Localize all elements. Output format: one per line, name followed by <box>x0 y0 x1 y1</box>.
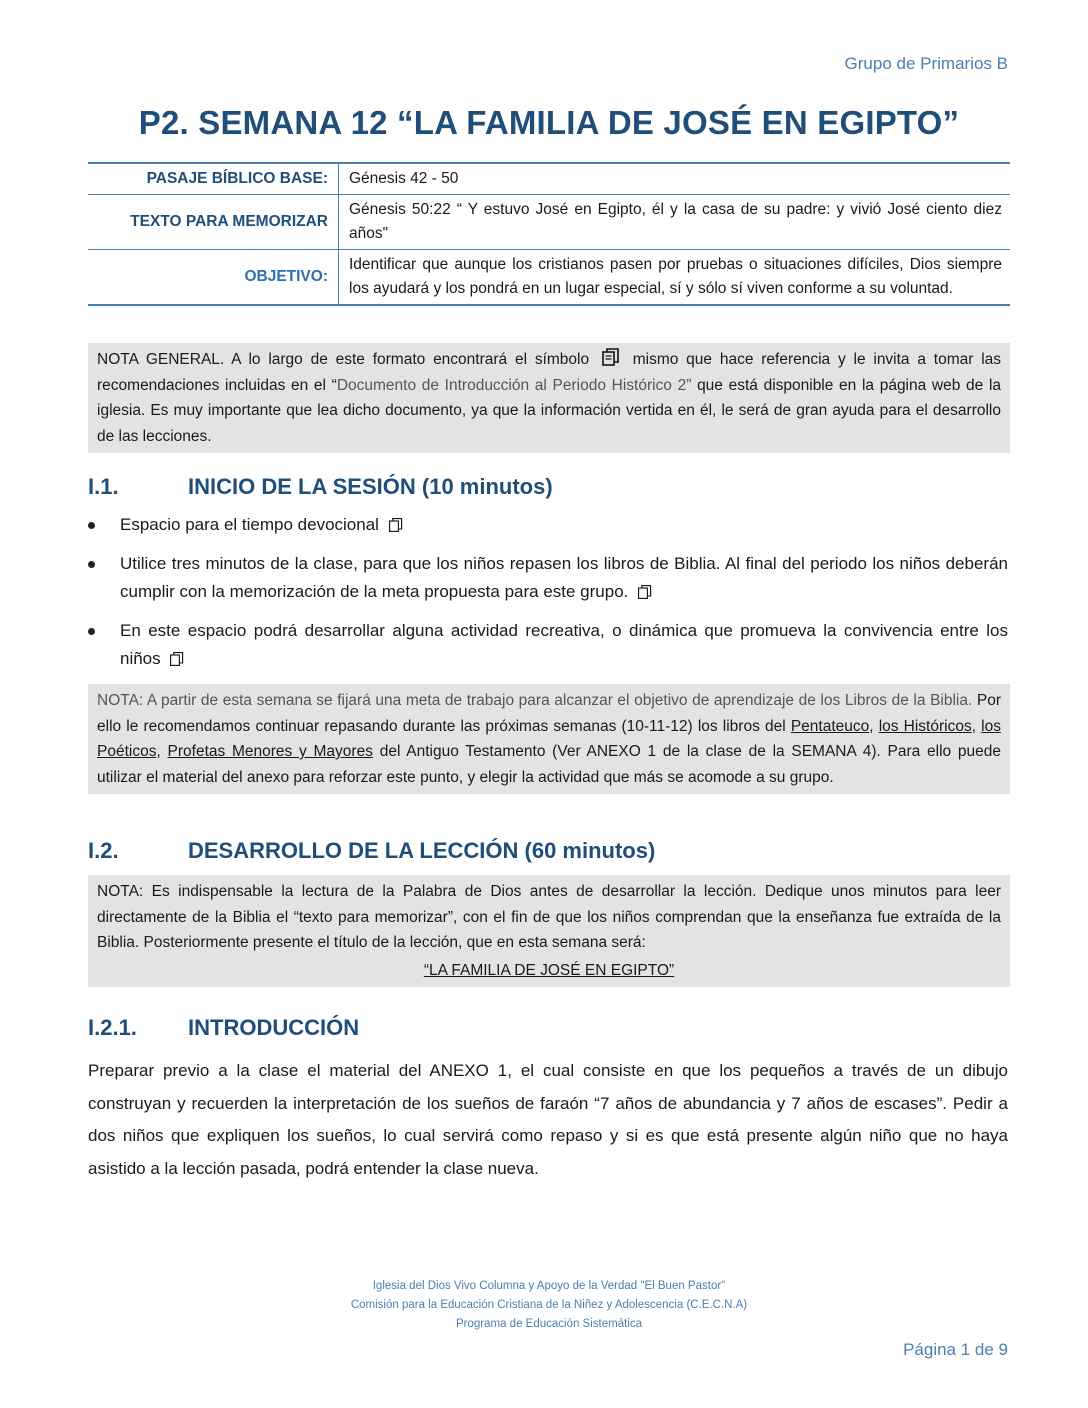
note-text: NOTA: Es indispensable la lectura de la Palabra de Dios antes de desarrollar la lección. Dedique unos minutos para leer directamente de la Biblia el “texto para memorizar”, con el fin de que los niños comprendan que la enseñanza fue extraída de la Biblia. Posteriormente presente el título de la lección, que en esta semana será: <box>97 883 1001 951</box>
book-group-link: Profetas Menores y Mayores <box>167 743 373 760</box>
section-title: INTRODUCCIÓN <box>188 1015 360 1040</box>
table-row <box>88 195 1010 250</box>
note-text: Por ello le recomendamos continuar repasando durante las próximas semanas (10-11-12) los libros del <box>97 692 1001 735</box>
separator: , <box>971 717 982 735</box>
page-number: Página 1 de 9 <box>903 1340 1008 1359</box>
session-start-list <box>88 511 1008 684</box>
list-item-text: En este espacio podrá desarrollar alguna actividad recreativa, o dinámica que promueva la convivencia entre los niños <box>120 621 1008 668</box>
memorize-label: TEXTO PARA MEMORIZAR <box>88 195 339 250</box>
bullet-icon <box>88 522 95 529</box>
bullet-icon <box>88 628 95 635</box>
section-title: DESARROLLO DE LA LECCIÓN (60 minutos) <box>188 838 656 863</box>
group-header: Grupo de Primarios B <box>844 54 1008 73</box>
footer-line: Programa de Educación Sistemática <box>455 1318 642 1330</box>
bullet-icon <box>88 561 95 568</box>
passage-value: Génesis 42 - 50 <box>349 170 459 187</box>
list-item-text: Espacio para el tiempo devocional <box>120 515 379 534</box>
table-row <box>88 250 1010 306</box>
list-item-text: Utilice tres minutos de la clase, para que los niños repasen los libros de Biblia. Al final del periodo los niños deberán cumplir con la memorización de la meta propuesta para este grupo. <box>120 554 1008 601</box>
lesson-info-table <box>88 162 1010 306</box>
general-note-text-2: mismo que hace referencia y le invita a tomar las recomendaciones incluidas en el “ <box>97 351 1002 394</box>
page-title: P2. SEMANA 12 “LA FAMILIA DE JOSÉ EN EGIPTO” <box>138 104 960 141</box>
footer <box>88 1277 1010 1334</box>
memorize-value: Génesis 50:22 “ Y estuvo José en Egipto, él y la casa de su padre: y vivió José ciento diez años" <box>339 195 1011 250</box>
document-copy-icon <box>388 517 404 533</box>
section-title: INICIO DE LA SESIÓN (10 minutos) <box>188 474 553 499</box>
note-text: del Antiguo Testamento (Ver ANEXO 1 de la clase de la SEMANA 4). Para ello puede utilizar el material del anexo para reforzar este punto, y elegir la actividad que más se acomode a su grupo. <box>97 743 1002 786</box>
objective-label: OBJETIVO: <box>88 250 339 306</box>
bible-books-note <box>88 684 1010 794</box>
section-number: I.2. <box>88 838 119 863</box>
book-group-link: los Históricos <box>878 717 972 735</box>
introduction-paragraph: Preparar previo a la clase el material del ANEXO 1, el cual consiste en que los pequeños a través de un dibujo construyan y recuerden la interpretación de los sueños de faraón “7 años de abundancia y 7 años de escases”. Pedir a dos niños que expliquen los sueños, lo cual servirá como repaso y si es que está presente algún niño que no haya asistido a la lección pasada, podrá entender la clase nueva. <box>88 1061 1008 1178</box>
document-copy-icon <box>169 651 185 667</box>
document-copy-icon <box>601 347 621 367</box>
table-row <box>88 163 1010 195</box>
passage-label: PASAJE BÍBLICO BASE: <box>88 163 339 195</box>
section-number: I.1. <box>88 474 119 499</box>
list-item <box>88 550 1008 606</box>
objective-value: Identificar que aunque los cristianos pasen por pruebas o situaciones difíciles, Dios siempre los ayudará y los pondrá en un lugar especial, sí y sólo sí viven conforme a su voluntad. <box>339 250 1011 306</box>
general-note <box>88 343 1010 453</box>
general-note-text-3: que está disponible en la página web de la iglesia. Es muy importante que lea dicho documento, ya que la información vertida en él, le será de gran ayuda para el desarrollo de las lecciones. <box>97 376 1002 445</box>
lesson-title: “LA FAMILIA DE JOSÉ EN EGIPTO” <box>423 961 675 979</box>
intro-document-reference: Documento de Introducción al Periodo Histórico 2” <box>336 376 692 394</box>
document-copy-icon <box>637 584 653 600</box>
list-item <box>88 617 1008 673</box>
book-group-link: Pentateuco <box>790 717 870 735</box>
reading-note <box>88 875 1010 987</box>
book-group-link: los Poéticos <box>97 717 1001 760</box>
footer-line: Iglesia del Dios Vivo Columna y Apoyo de la Verdad "El Buen Pastor" <box>372 1280 726 1292</box>
note-intro-text: NOTA: A partir de esta semana se fijará una meta de trabajo para alcanzar el objetivo de aprendizaje de los Libros de la Biblia. <box>97 692 973 709</box>
section-heading-introduccion <box>88 1015 359 1041</box>
separator: , <box>869 717 879 735</box>
section-heading-inicio <box>88 474 553 500</box>
list-item <box>88 511 1008 539</box>
separator: , <box>156 743 168 760</box>
footer-line: Comisión para la Educación Cristiana de la Niñez y Adolescencia (C.E.C.N.A) <box>350 1299 748 1311</box>
section-heading-desarrollo <box>88 838 655 864</box>
general-note-text-1: NOTA GENERAL. A lo largo de este formato encontrará el símbolo <box>97 351 590 368</box>
section-number: I.2.1. <box>88 1015 137 1040</box>
